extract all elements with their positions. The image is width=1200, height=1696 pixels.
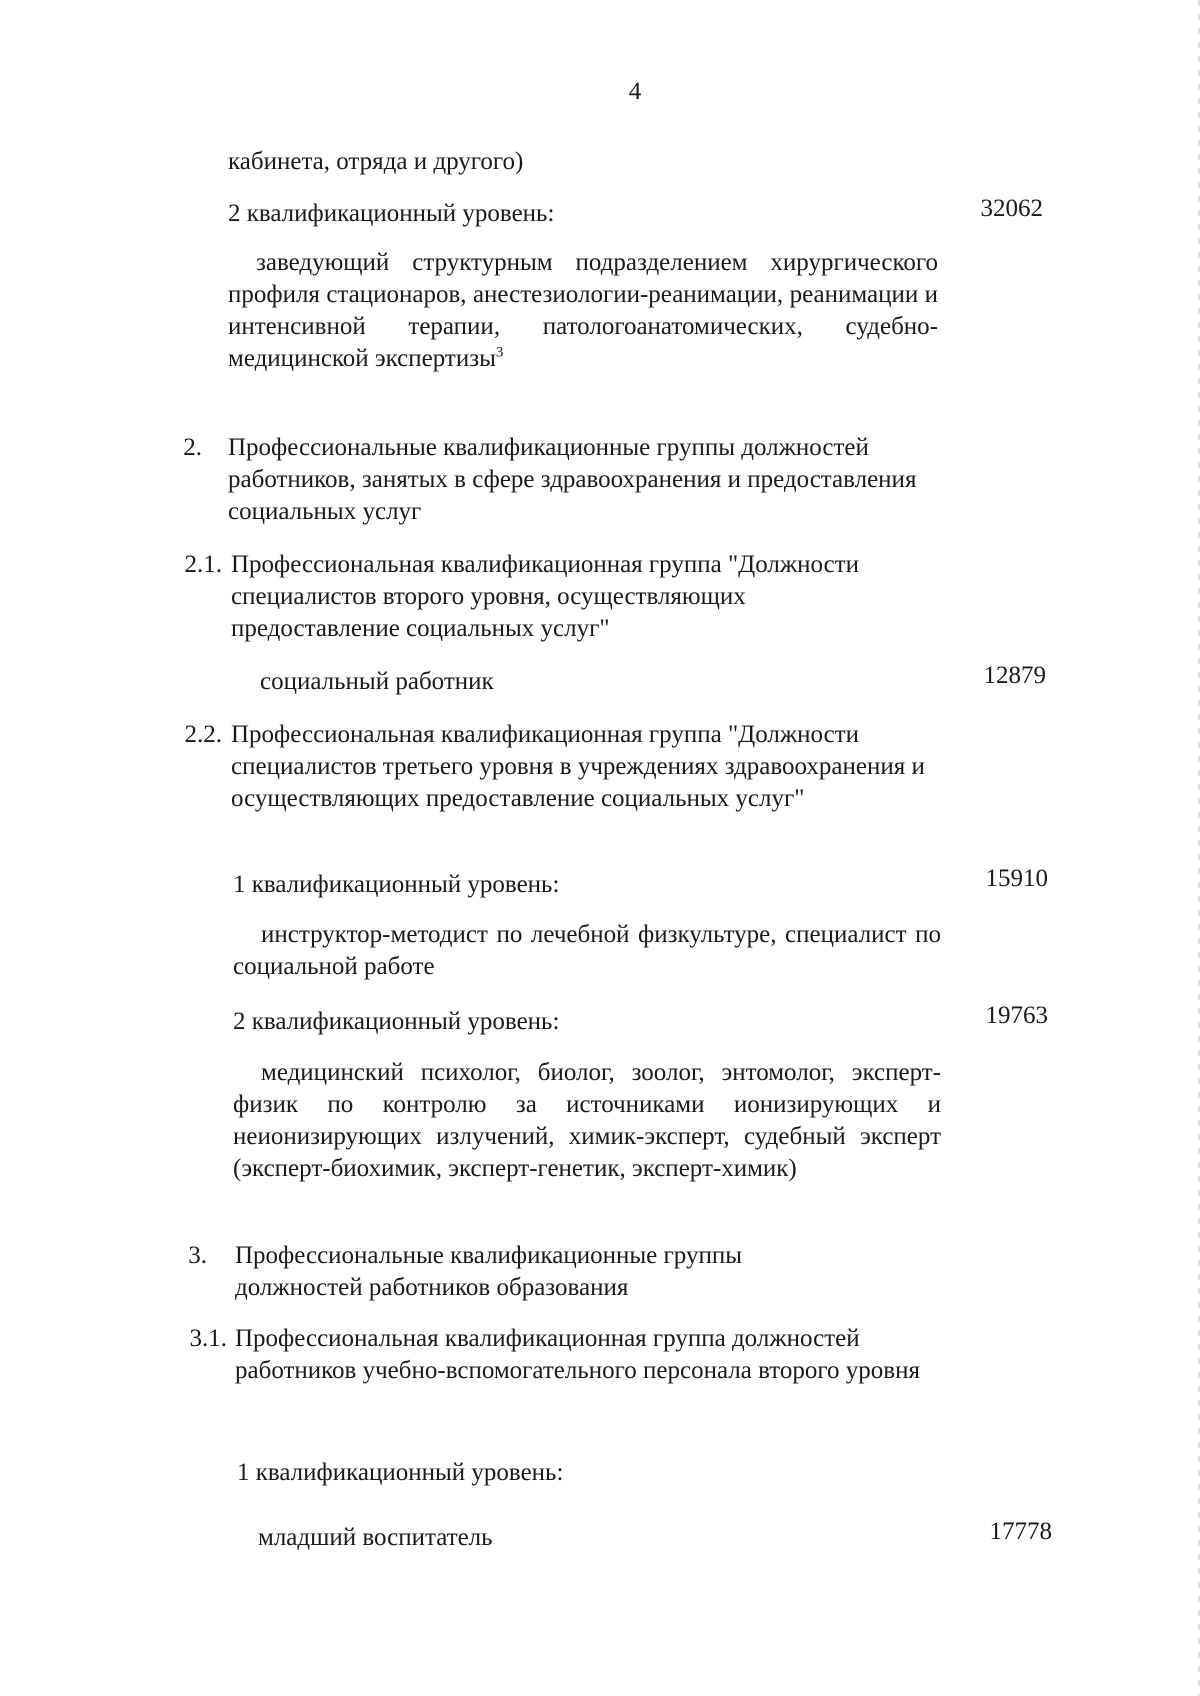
salary-value: 19763 xyxy=(985,1002,1048,1029)
level-label: 2 квалификационный уровень: xyxy=(233,1008,560,1035)
group-number: 2.1. xyxy=(184,551,222,578)
positions-text: инструктор-методист по лечебной физкультуре, специалист по социальной работе xyxy=(233,921,941,980)
group-title: Профессиональные квалификационные группы должностей работников, занятых в сфере здравоохранения и предоставления социальных услуг xyxy=(228,434,917,525)
salary-value: 12879 xyxy=(983,662,1046,689)
group-number: 3.1. xyxy=(189,1325,227,1352)
group-number: 3. xyxy=(188,1242,207,1269)
continuation-text: кабинета, отряда и другого) xyxy=(228,148,524,175)
group-title: Профессиональные квалификационные группы должностей работников образования xyxy=(235,1242,743,1301)
footnote-marker: 3 xyxy=(495,344,504,361)
positions-text-content: заведующий структурным подразделением хирургического профиля стационаров, анестезиологии-реанимации, реанимации и интенсивной терапии, патологоанатомических, судебно-медицинской экспертизы xyxy=(228,249,938,372)
positions-text: медицинский психолог, биолог, зоолог, энтомолог, эксперт-физик по контролю за источниками ионизирующих и неионизирующих излучений, химик-эксперт, судебный эксперт (эксперт-биохимик, эксперт-генетик, эксперт-химик) xyxy=(233,1059,941,1182)
level-label: 2 квалификационный уровень: xyxy=(228,200,555,227)
group-number: 2. xyxy=(183,434,202,461)
group-title: Профессиональная квалификационная группа "Должности специалистов третьего уровня в учреждениях здравоохранения и осуществляющих предоставление социальных услуг" xyxy=(231,721,925,812)
group-title: Профессиональная квалификационная группа "Должности специалистов второго уровня, осуществляющих предоставление социальных услуг" xyxy=(231,551,860,642)
salary-value: 32062 xyxy=(980,195,1043,222)
group-title: Профессиональная квалификационная группа должностей работников учебно-вспомогательного персонала второго уровня xyxy=(235,1325,920,1384)
positions-text xyxy=(228,247,938,375)
level-label: 1 квалификационный уровень: xyxy=(237,1459,564,1486)
page-number: 4 xyxy=(628,78,642,105)
salary-value: 15910 xyxy=(985,865,1048,892)
group-number: 2.2. xyxy=(184,721,222,748)
position-text: младший воспитатель xyxy=(258,1524,493,1551)
position-text: социальный работник xyxy=(260,668,494,695)
level-label: 1 квалификационный уровень: xyxy=(233,871,560,898)
salary-value: 17778 xyxy=(989,1518,1052,1545)
